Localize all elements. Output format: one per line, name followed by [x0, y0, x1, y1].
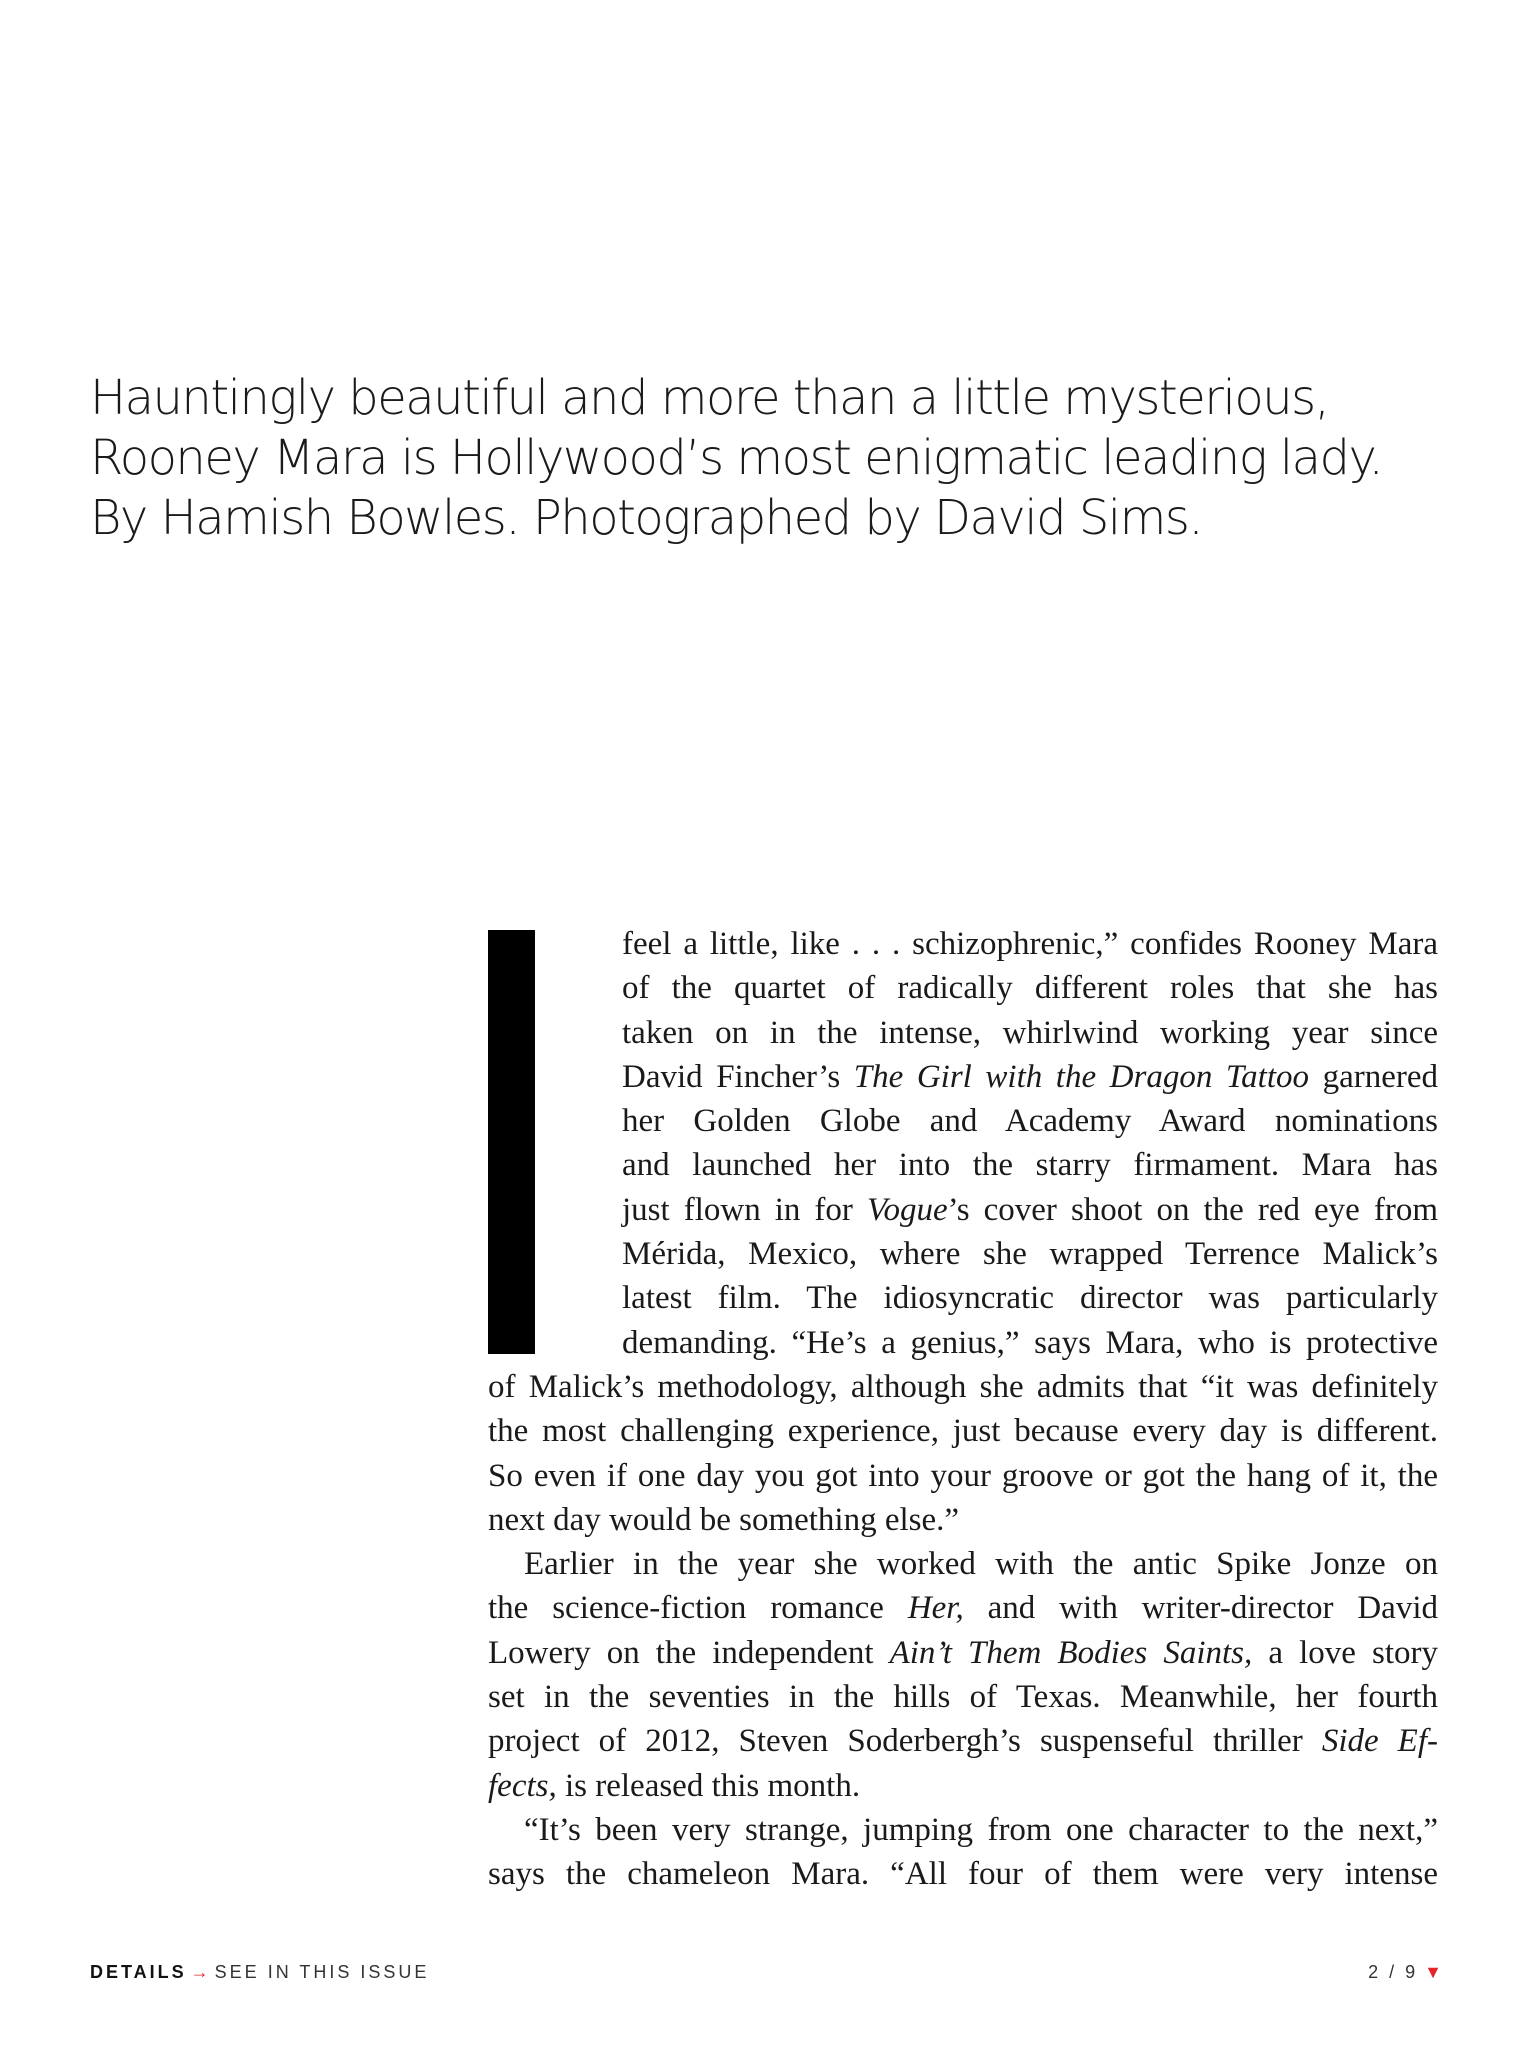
- deck-line: By Hamish Bowles. Photographed by David Sims.: [90, 490, 1203, 546]
- article-line-text: and with writer-director David: [963, 1590, 1438, 1627]
- article-line: feel a little, like . . . schizophrenic,” confides Rooney Mara: [622, 926, 1438, 962]
- article-line-text: ’s cover shoot on the red eye from: [947, 1191, 1438, 1228]
- triangle-down-icon[interactable]: ▼: [1424, 1962, 1442, 1982]
- article-line: and launched her into the starry firmament. Mara has: [622, 1147, 1438, 1184]
- details-link[interactable]: [90, 1962, 429, 1983]
- article-line: her Golden Globe and Academy Award nominations: [622, 1103, 1438, 1140]
- article-line: [488, 1719, 1438, 1763]
- article-body-full: [488, 1365, 1438, 1897]
- article-line: demanding. “He’s a genius,” says Mara, who is protective: [622, 1324, 1438, 1361]
- article-deck: [90, 368, 1490, 548]
- article-line-italic: Side Ef-: [1321, 1723, 1438, 1760]
- article-line: says the chameleon Mara. “All four of them were very intense: [488, 1856, 1438, 1893]
- article-line: taken on in the intense, whirlwind working year since: [622, 1014, 1438, 1051]
- article-line-text: just flown in for: [622, 1191, 867, 1228]
- arrow-right-icon: →: [190, 1962, 209, 1982]
- article-line-italic: The Girl with the Dragon Tattoo: [853, 1058, 1310, 1095]
- article-line-italic: Her,: [907, 1590, 964, 1627]
- article-line-text: David Fincher’s: [622, 1058, 854, 1095]
- page-indicator[interactable]: [1368, 1962, 1442, 1983]
- article-line-text: project of 2012, Steven Soderbergh’s suspenseful thriller: [488, 1723, 1322, 1760]
- deck-line: Rooney Mara is Hollywood’s most enigmatic leading lady.: [90, 430, 1383, 486]
- article-line: [488, 1764, 1438, 1808]
- details-label[interactable]: DETAILS: [90, 1962, 187, 1982]
- article-line-italic: fects,: [488, 1767, 557, 1804]
- article-line: [622, 1188, 1438, 1232]
- see-in-issue-label[interactable]: SEE IN THIS ISSUE: [214, 1962, 430, 1982]
- article-line: So even if one day you got into your groove or got the hang of it, the: [488, 1457, 1438, 1494]
- article-body-wrapped: [622, 922, 1438, 1365]
- article-line-text: the science-fiction romance: [488, 1590, 908, 1627]
- article-line-text: garnered: [1309, 1058, 1438, 1095]
- article-line: [488, 1631, 1438, 1675]
- article-line: Mérida, Mexico, where she wrapped Terrence Malick’s: [622, 1236, 1438, 1273]
- article-line-text: Lowery on the independent: [488, 1634, 890, 1671]
- article-line: the most challenging experience, just because every day is different.: [488, 1413, 1438, 1450]
- article-line-italic: Vogue: [866, 1191, 948, 1228]
- article-line: “It’s been very strange, jumping from one character to the next,”: [524, 1811, 1438, 1848]
- article-line: of Malick’s methodology, although she admits that “it was definitely: [488, 1369, 1438, 1405]
- article-line-italic: Ain’t Them Bodies Saints,: [889, 1634, 1253, 1671]
- article-line: of the quartet of radically different roles that she has: [622, 970, 1438, 1007]
- article-line-text: a love story: [1252, 1634, 1439, 1671]
- article-line-text: is released this month.: [556, 1767, 861, 1804]
- article-line: next day would be something else.”: [488, 1501, 960, 1538]
- article-line: Earlier in the year she worked with the antic Spike Jonze on: [524, 1546, 1438, 1583]
- article-line: [622, 1055, 1438, 1099]
- page-footer: [90, 1962, 1442, 1986]
- article-line: [488, 1586, 1438, 1630]
- deck-line: Hauntingly beautiful and more than a little mysterious,: [90, 370, 1329, 426]
- page-number: 2 / 9: [1368, 1962, 1419, 1982]
- article-line: set in the seventies in the hills of Texas. Meanwhile, her fourth: [488, 1679, 1438, 1716]
- dropcap-letter: [488, 930, 535, 1354]
- article-line: latest film. The idiosyncratic director was particularly: [622, 1280, 1438, 1317]
